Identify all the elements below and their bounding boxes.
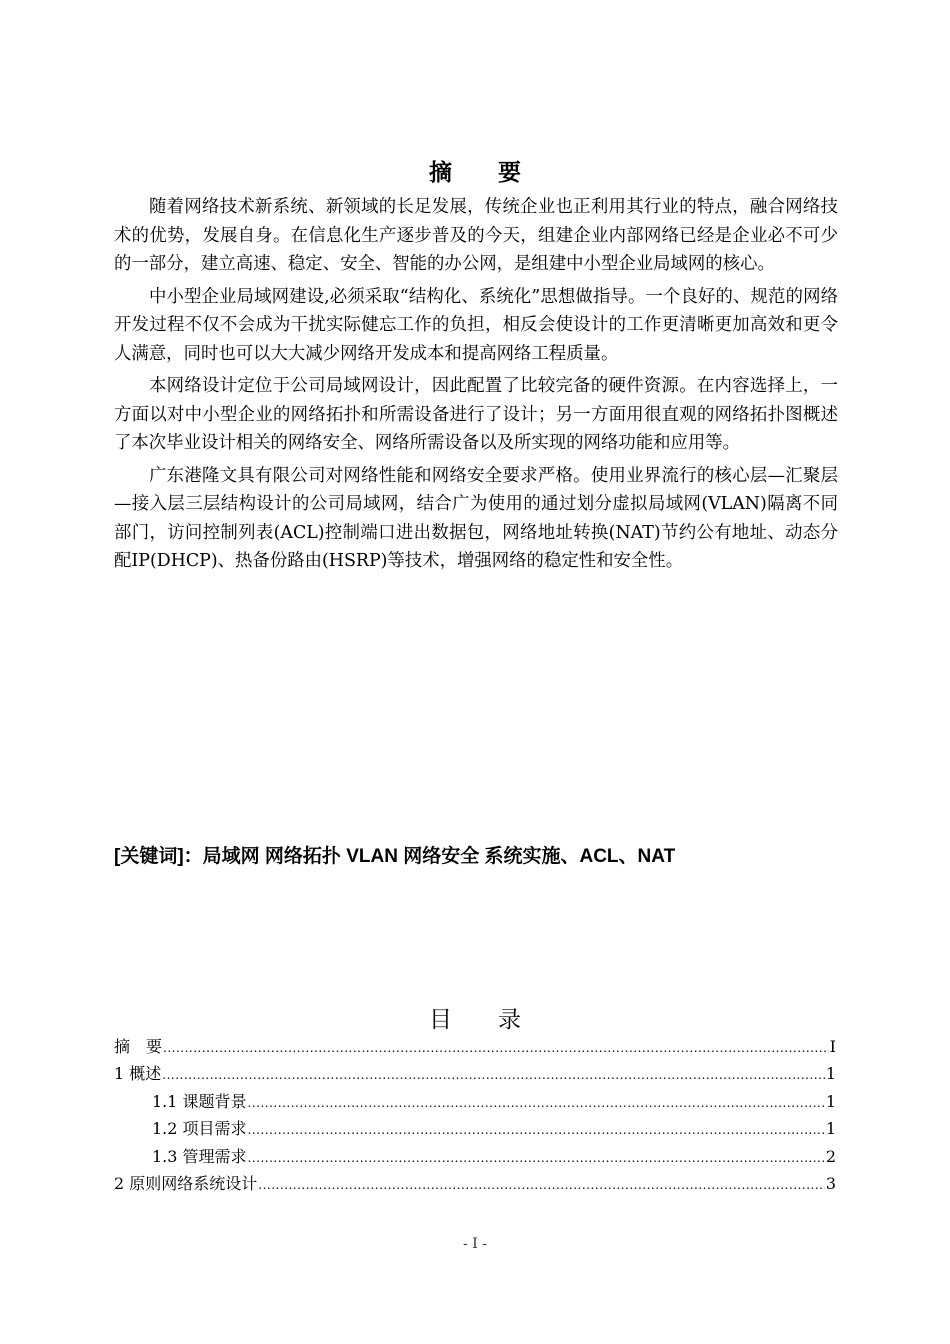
- toc-entry-page: 1: [825, 1064, 836, 1084]
- abstract-title: 摘 要: [429, 160, 521, 186]
- toc-entry-label: 1.3 管理需求: [152, 1146, 247, 1166]
- toc-entry-page: 2: [825, 1146, 836, 1166]
- toc-entry-label: 摘 要: [114, 1037, 163, 1056]
- abstract-body: [114, 193, 838, 580]
- toc-leader-dots: [248, 1096, 825, 1110]
- toc-entry[interactable]: [114, 1171, 836, 1198]
- abstract-paragraph: 中小型企业局域网建设,必须采取“结构化、系统化”思想做指导。一个良好的、规范的网络开发过程不仅不会成为干扰实际健忘工作的负担，相反会使设计的工作更清晰更加高效和更令人满意，同时也可以大大减少网络开发成本和提高网络工程质量。: [114, 286, 838, 364]
- abstract-paragraph: 本网络设计定位于公司局域网设计，因此配置了比较完备的硬件资源。在内容选择上，一方面以对中小型企业的网络拓扑和所需设备进行了设计；另一方面用很直观的网络拓扑图概述了本次毕业设计相关的网络安全、网络所需设备以及所实现的网络功能和应用等。: [114, 376, 838, 453]
- table-of-contents: [114, 1034, 836, 1198]
- toc-leader-dots: [258, 1178, 825, 1192]
- toc-entry-label: 1.2 项目需求: [152, 1119, 247, 1139]
- toc-leader-dots: [248, 1123, 825, 1137]
- toc-leader-dots: [163, 1041, 829, 1055]
- toc-entry-page: 3: [825, 1173, 836, 1193]
- toc-entry-page: I: [829, 1037, 836, 1056]
- toc-entry[interactable]: [114, 1034, 836, 1061]
- toc-entry-page: 1: [825, 1091, 836, 1111]
- abstract-paragraph: 广东港隆文具有限公司对网络性能和网络安全要求严格。使用业界流行的核心层—汇聚层—接入层三层结构设计的公司局域网，结合广为使用的通过划分虚拟局域网(VLAN)隔离不同部门，访问控制列表(ACL)控制端口进出数据包，网络地址转换(NAT)节约公有地址、动态分配IP(DHCP)、热备份路由(HSRP)等技术，增强网络的稳定性和安全性。: [114, 465, 838, 571]
- abstract-paragraph: 随着网络技术新系统、新领域的长足发展，传统企业也正利用其行业的特点，融合网络技术的优势，发展自身。在信息化生产逐步普及的今天，组建企业内部网络已经是企业必不可少的一部分，建立高速、稳定、安全、智能的办公网，是组建中小型企业局域网的核心。: [114, 197, 838, 274]
- keywords-line: [关键词]：局域网 网络拓扑 VLAN 网络安全 系统实施、ACL、NAT: [114, 846, 676, 867]
- toc-entry[interactable]: [114, 1144, 836, 1171]
- toc-entry-label: 1.1 课题背景: [152, 1091, 247, 1111]
- toc-entry-label: 1 概述: [114, 1064, 162, 1084]
- toc-entry-label: 2 原则网络系统设计: [114, 1173, 258, 1193]
- toc-leader-dots: [248, 1151, 825, 1165]
- toc-entry[interactable]: [114, 1089, 836, 1116]
- toc-entry[interactable]: [114, 1116, 836, 1143]
- toc-title: 目 录: [429, 1007, 521, 1033]
- toc-entry-page: 1: [825, 1119, 836, 1139]
- toc-entry[interactable]: [114, 1061, 836, 1088]
- toc-leader-dots: [162, 1068, 825, 1082]
- page-number-footer: - I -: [463, 1236, 487, 1252]
